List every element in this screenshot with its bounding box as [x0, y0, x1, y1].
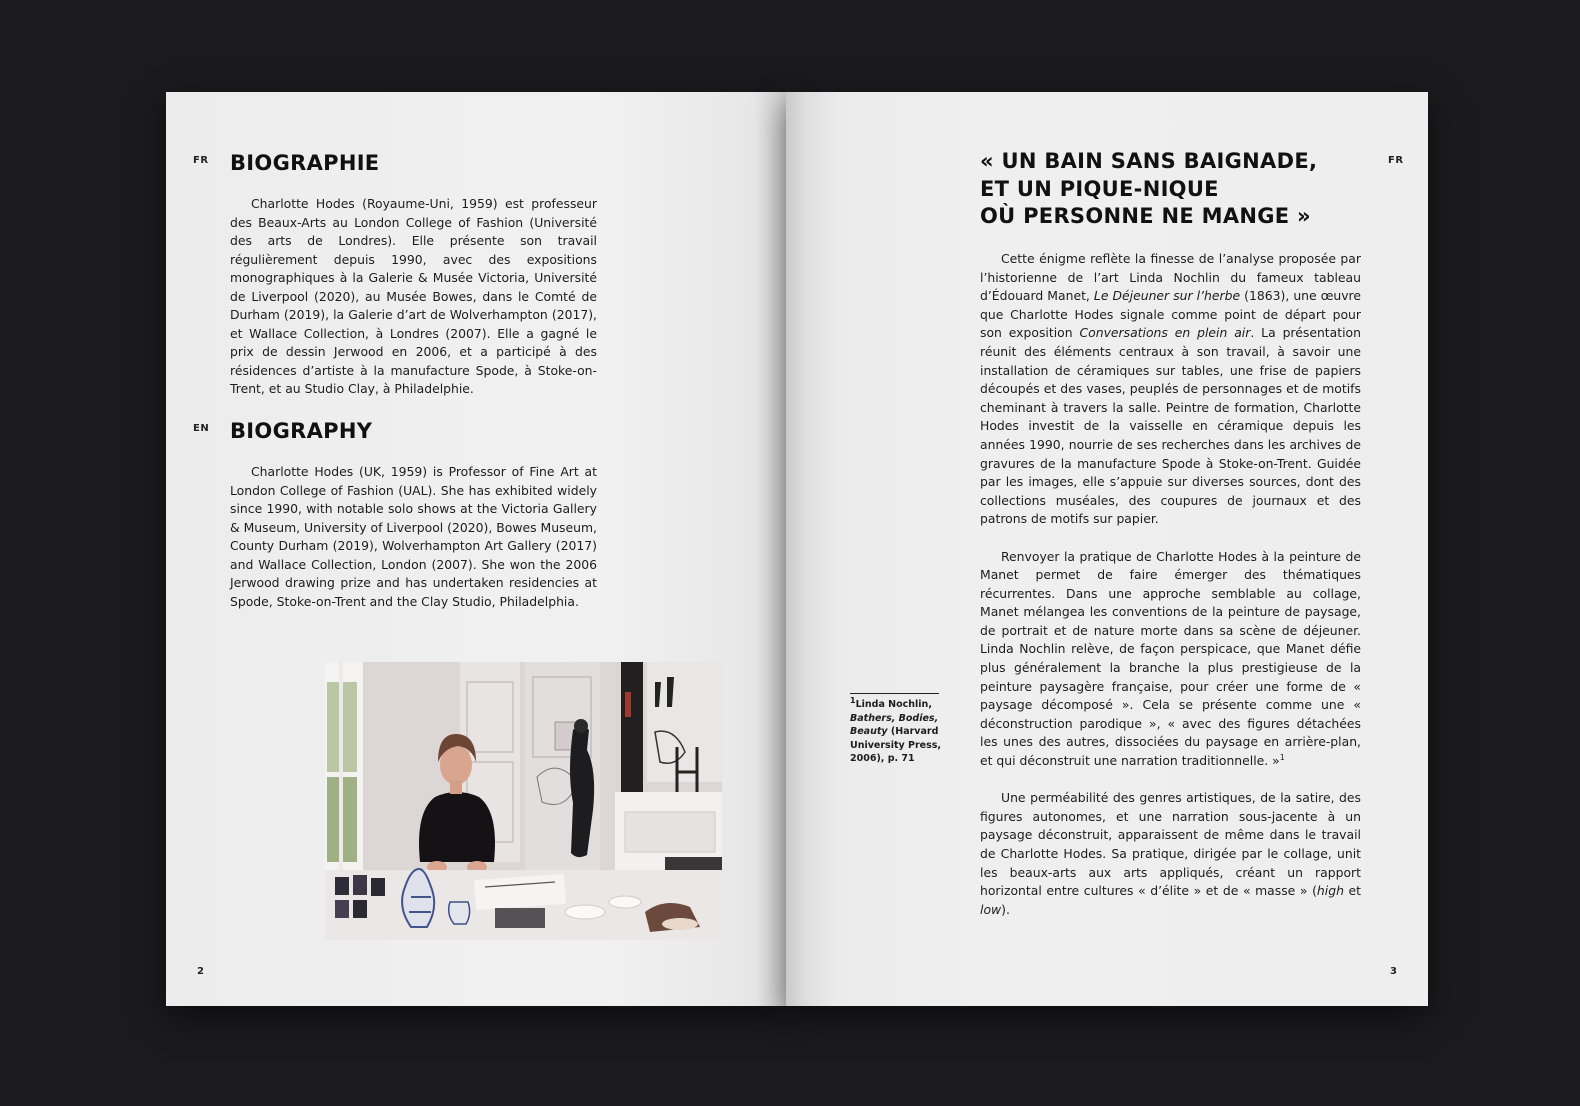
booklet-spread [166, 92, 1428, 1006]
artwork-title: Le Déjeuner sur l’herbe [1093, 288, 1241, 304]
page-number-right: 3 [1390, 966, 1397, 977]
biography-text: Charlotte Hodes (UK, 1959) is Professor of Fine Art at London College of Fashion (UAL). She has exhibited widely since 1990, with notable solo shows at the Victoria Gallery & Museum, University of Liverpool (2020), Bowes Museum, County Durham (2019), Wolverhampton Art Gallery (2017) and Wallace Collection, London (2007). She won the 2006 Jerwood drawing prize and has undertaken residencies at Spode, Stoke-on-Trent and the Clay Studio, Philadelphia. [230, 464, 597, 609]
essay-title-line-2: ET UN PIQUE-NIQUE [980, 176, 1219, 201]
exhibition-title: Conversations en plein air [1079, 325, 1251, 341]
fr-language-tag-right: FR [1388, 155, 1404, 166]
left-page [166, 92, 786, 1006]
en-language-tag: EN [193, 423, 210, 434]
footnote-rule [850, 693, 939, 694]
biographie-heading: BIOGRAPHIE [230, 151, 380, 175]
biographie-text: Charlotte Hodes (Royaume-Uni, 1959) est professeur des Beaux-Arts au London College of Fashion (Université des arts de Londres). Elle présente son travail régulièrement depuis 1990, avec des expositions monographiques à la Galerie & Musée Victoria, Université de Liverpool (2020), au Musée Bowes, dans le Comté de Durham (2019), la Galerie d’art de Wolverhampton (2017), et Wallace Collection, à Londres (2007). Elle a gagné le prix de dessin Jerwood en 2006, et a participé à des résidences d’artiste à la manufacture Spode, à Stoke-on-Trent, et au Studio Clay, à Philadelphie. [230, 196, 597, 396]
essay-paragraph-2: Renvoyer la pratique de Charlotte Hodes à la peinture de Manet permet de faire émerger des thématiques récurrentes. Dans une approche semblable au collage, Manet mélangea les conventions de la peinture de paysage, de portrait et de nature morte dans sa scène de déjeuner. Linda Nochlin relève, de façon perspicace, que Manet défie plus généralement la branche la plus prestigieuse de la peinture paysagère française, pour créer une forme de « paysage décomposé ». Cela se présente comme une « déconstruction parodique », « avec des figures détachées les unes des autres, dissociées du paysage en arrière-plan, et qui déconstruit une narration traditionnelle. »$^1$ [980, 548, 1361, 769]
footnote-book-title: Bathers, Bodies, Beauty [850, 712, 939, 737]
essay-title [980, 148, 1380, 231]
essay-title-line-3: OÙ PERSONNE NE MANGE » [980, 204, 1311, 228]
essay-body [980, 250, 1361, 938]
footnote-publisher: (Harvard University Press, 2006), p. 71 [850, 726, 942, 764]
essay-paragraph-1: Cette énigme reflète la finesse de l’analyse proposée par l’historienne de l’art Linda Nochlin du fameux tableau d’Édouard Manet, Le Déjeuner sur l’herbe (1863), une œuvre que Charlotte Hodes signale comme point de départ pour son exposition Conversations en plein air. La présentation réunit des éléments centraux à son travail, à savoir une installation de céramiques sur tables, une frise de papiers découpés et des vases, peuplés de personnages et de motifs cheminant à travers la salle. Peintre de formation, Charlotte Hodes investit de la vaisselle en céramique depuis les années 1990, nourrie de ses recherches dans les archives de gravures de la manufacture Spode à Stoke-on-Trent. Guidée par les images, elle s’appuie sur diverses sources, dont des collections muséales, des coupures de journaux et des patrons de motifs sur papier. [980, 251, 1362, 527]
footnote-reference: 1 [1279, 752, 1285, 762]
artist-studio-photo [325, 662, 722, 940]
right-page [786, 92, 1428, 1006]
essay-paragraph-3: Une perméabilité des genres artistiques, de la satire, des figures autonomes, et une narration sous-jacente à un paysage déconstruit, apparaissent de même dans le travail de Charlotte Hodes. Sa pratique, dirigée par le collage, unit les beaux-arts aux arts appliqués, créant un rapport horizontal entre cultures « d’élite » et de « masse » (high et low). [980, 790, 1361, 917]
page-number-left: 2 [197, 966, 204, 977]
footnote: $^1$Linda Nochlin, Bathers, Bodies, Beauty (Harvard University Press, 2006), p. 71 [850, 693, 942, 766]
footnote-author: Linda Nochlin, [855, 699, 932, 710]
essay-title-line-1: « UN BAIN SANS BAIGNADE, [980, 149, 1318, 173]
biography-heading: BIOGRAPHY [230, 419, 373, 443]
fr-language-tag: FR [193, 155, 209, 166]
